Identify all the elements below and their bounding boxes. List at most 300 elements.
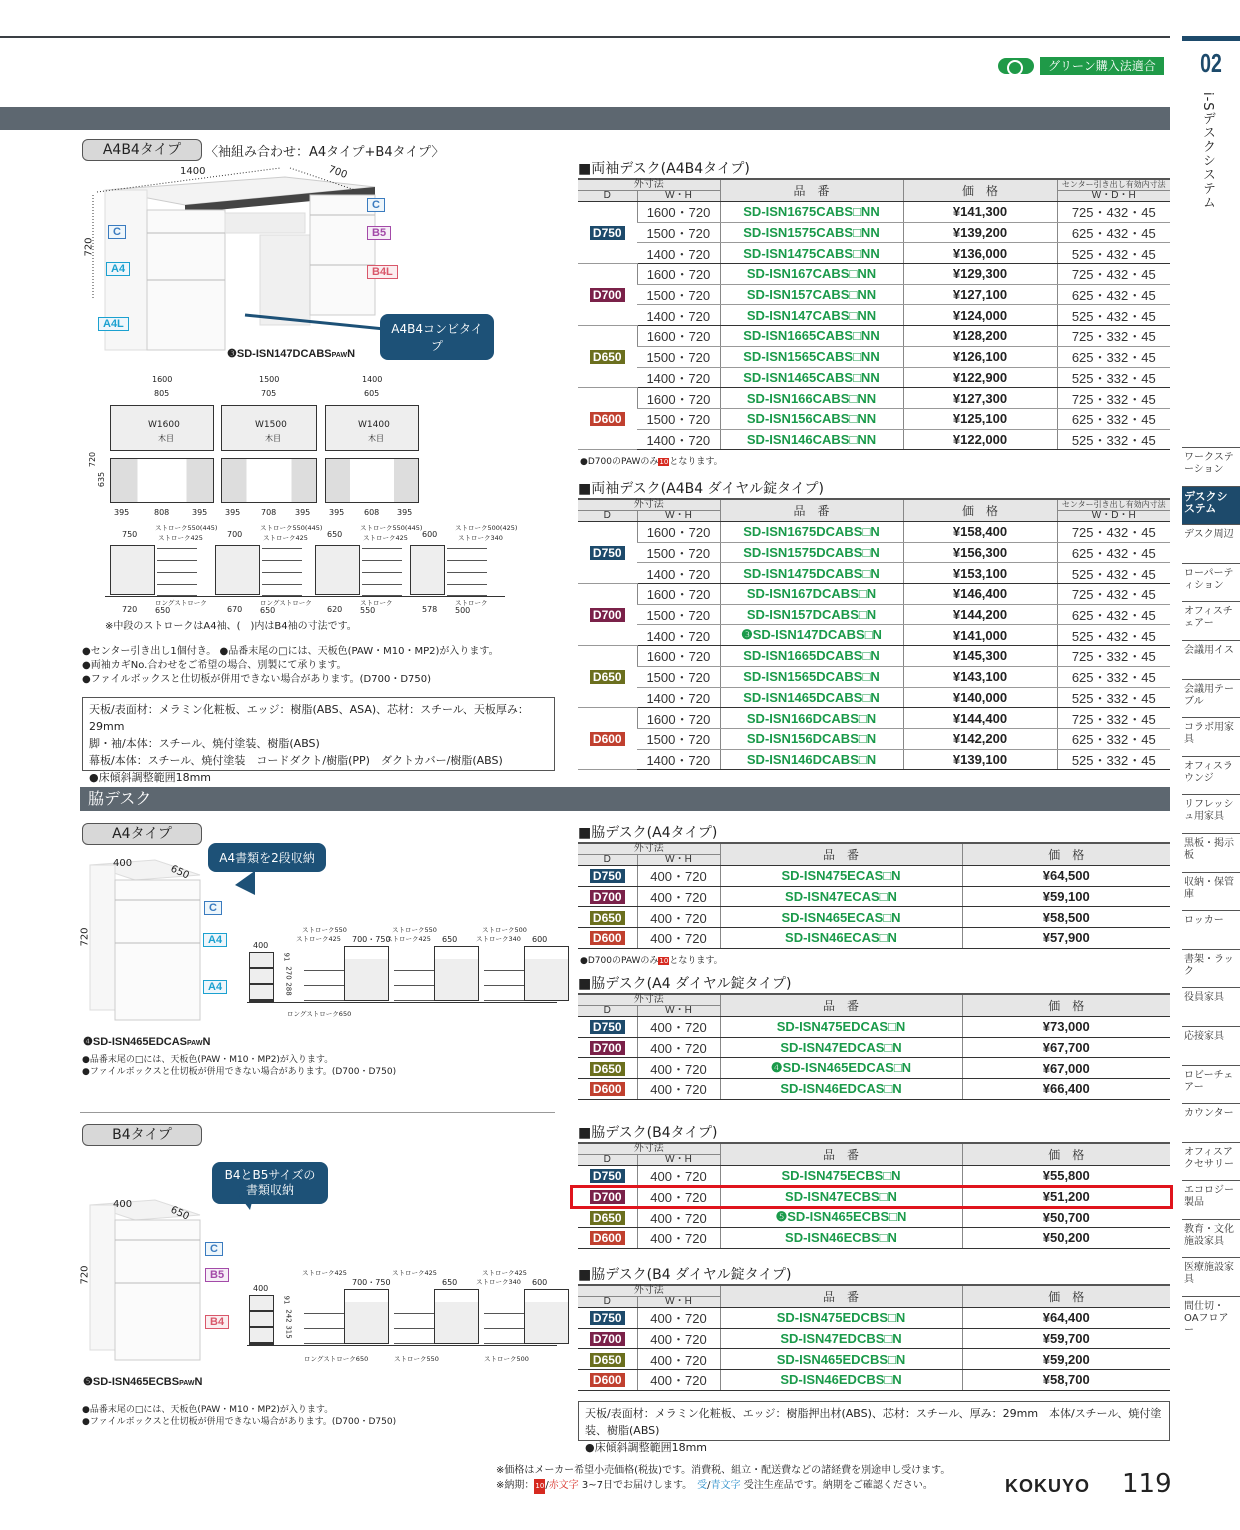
note: ●ファイルボックスと仕切板が併用できない場合があります。(D700・D750) <box>82 674 432 685</box>
price-table <box>578 993 1170 1100</box>
dim-label: 1400 <box>362 375 383 384</box>
product-code[interactable]: SD-ISN1465CABS□NN <box>720 367 903 388</box>
dim-label: 708 <box>261 508 277 517</box>
price-cell: ¥153,100 <box>903 563 1057 584</box>
dim-width: 400 <box>113 1199 133 1210</box>
size-cell: 1400・720 <box>637 429 720 450</box>
table-row <box>578 1228 1170 1249</box>
product-code[interactable]: SD-ISN47EDCAS□N <box>720 1037 962 1058</box>
center-drawer-cell: 525・432・45 <box>1057 305 1170 326</box>
depth-badge: D650 <box>590 670 625 684</box>
depth-badge: D600 <box>590 732 625 746</box>
table-row <box>578 907 1170 928</box>
dim-label: 1500 <box>259 375 280 384</box>
drawer-label: B5 <box>205 1268 229 1282</box>
depth-cell <box>578 1370 637 1391</box>
depth-cell <box>578 646 637 708</box>
price-cell: ¥126,100 <box>903 346 1057 367</box>
dim-height: 720 <box>79 1265 91 1285</box>
size-cell: 400・720 <box>637 1186 720 1207</box>
plan-label: W1600 <box>148 420 180 430</box>
size-cell: 400・720 <box>637 1207 720 1228</box>
elev-height: 635 <box>97 471 107 488</box>
price-table <box>578 178 1170 450</box>
col-d: D <box>578 1297 637 1308</box>
size-cell: 400・720 <box>637 1166 720 1187</box>
col-code: 品 番 <box>720 994 962 1017</box>
product-code[interactable]: SD-ISN166CABS□NN <box>720 388 903 409</box>
depth-cell <box>578 1058 637 1079</box>
sidebar-item[interactable]: 会議用イス <box>1182 640 1240 679</box>
product-code[interactable]: SD-ISN146DCABS□N <box>720 749 903 770</box>
plan-label: W1500 <box>255 420 287 430</box>
size-cell: 1600・720 <box>637 584 720 605</box>
side-view <box>215 545 260 595</box>
table-row <box>578 1349 1170 1370</box>
product-code[interactable]: SD-ISN1665DCABS□N <box>720 646 903 667</box>
table-row <box>578 388 1170 409</box>
product-code[interactable]: SD-ISN475EDCBS□N <box>720 1308 962 1329</box>
dim-width: 1400 <box>180 166 206 177</box>
desk-side-view <box>344 1289 389 1344</box>
drawer-label: B4L <box>367 265 398 279</box>
table-row <box>578 1370 1170 1391</box>
size-cell: 1600・720 <box>637 264 720 285</box>
price-cell: ¥50,200 <box>962 1228 1170 1249</box>
col-price: 価 格 <box>962 1285 1170 1308</box>
elev-height: 720 <box>88 451 98 468</box>
front-elevation <box>110 458 214 503</box>
height-label: 91 <box>282 952 291 962</box>
table-title: ■脇デスク(A4タイプ) <box>578 825 718 841</box>
table-row <box>578 604 1170 625</box>
sidebar-item[interactable]: 医療施設家具 <box>1182 1257 1240 1296</box>
sidebar-item[interactable]: ロビーチェアー <box>1182 1065 1240 1104</box>
desk-side-view <box>344 946 389 1001</box>
sidebar-item[interactable]: ロッカー <box>1182 910 1240 949</box>
table-title: ■脇デスク(A4 ダイヤル錠タイプ) <box>578 976 792 992</box>
col-d: D <box>578 511 637 522</box>
table-row <box>578 522 1170 543</box>
plan-label: W1400 <box>358 420 390 430</box>
product-code[interactable]: SD-ISN1475CABS□NN <box>720 243 903 264</box>
size-cell: 1500・720 <box>637 222 720 243</box>
product-code[interactable]: ❺SD-ISN465ECBS□N <box>720 1207 962 1228</box>
price-cell: ¥136,000 <box>903 243 1057 264</box>
depth-badge: D600 <box>590 931 625 945</box>
product-code[interactable]: SD-ISN1675CABS□NN <box>720 202 903 223</box>
page-number: 119 <box>1122 1469 1172 1499</box>
center-drawer-cell: 625・332・45 <box>1057 728 1170 749</box>
product-code[interactable]: SD-ISN475ECAS□N <box>720 866 962 887</box>
depth-cell <box>578 907 637 928</box>
center-drawer-cell: 625・332・45 <box>1057 346 1170 367</box>
stroke-label: ストローク550(445) <box>260 524 323 532</box>
price-cell: ¥141,300 <box>903 202 1057 223</box>
drawer-stroke <box>484 1299 524 1345</box>
price-cell: ¥67,700 <box>962 1037 1170 1058</box>
product-code[interactable]: ❸SD-ISN147DCABS□N <box>720 625 903 646</box>
sidebar-item[interactable]: オフィスラウンジ <box>1182 756 1240 795</box>
product-code[interactable]: SD-ISN157CABS□NN <box>720 284 903 305</box>
stroke-label: ストローク425 <box>363 534 408 542</box>
drawer-stroke <box>304 956 344 1002</box>
table-row <box>578 408 1170 429</box>
depth-badge: D750 <box>590 226 625 240</box>
product-code[interactable]: SD-ISN157DCABS□N <box>720 604 903 625</box>
dim-label: 600 <box>532 1278 548 1287</box>
depth-cell <box>578 928 637 949</box>
spec-line: 脚・袖/本体：スチール、焼付塗装、樹脂(ABS) <box>89 737 320 750</box>
depth-cell <box>578 1228 637 1249</box>
front-elevation <box>325 458 419 503</box>
product-caption: ❸SD-ISN147DCABSPAWN <box>227 348 356 360</box>
depth-badge: D650 <box>590 350 625 364</box>
drawer-label: B5 <box>367 226 391 240</box>
drawer-label: A4L <box>98 317 129 331</box>
col-wh: W・H <box>637 1006 720 1017</box>
product-code[interactable]: SD-ISN147CABS□NN <box>720 305 903 326</box>
sidebar-item[interactable]: 書架・ラック <box>1182 949 1240 988</box>
b4-notes <box>82 1404 396 1428</box>
depth-badge: D750 <box>590 1311 625 1325</box>
price-table <box>578 1284 1170 1391</box>
sidebar-item[interactable]: 間仕切・OAフロアー <box>1182 1296 1240 1335</box>
sidebar-item[interactable]: デスク周辺 <box>1182 524 1240 563</box>
size-cell: 1600・720 <box>637 708 720 729</box>
height-label: 288 <box>284 982 293 996</box>
size-cell: 400・720 <box>637 1079 720 1100</box>
product-code[interactable]: SD-ISN47ECAS□N <box>720 886 962 907</box>
depth-badge: D700 <box>590 1190 625 1204</box>
depth-badge: D600 <box>590 1373 625 1387</box>
stroke-label: ストローク550 <box>394 1355 439 1363</box>
product-code[interactable]: SD-ISN156DCABS□N <box>720 728 903 749</box>
drawer-stroke <box>394 1299 434 1345</box>
depth-cell <box>578 1349 637 1370</box>
stroke-label: ストローク500 <box>484 1355 529 1363</box>
stroke-label: ストローク425 <box>302 1269 347 1277</box>
stroke-label: ストローク <box>455 599 488 607</box>
price-cell: ¥127,300 <box>903 388 1057 409</box>
price-cell: ¥64,500 <box>962 866 1170 887</box>
product-code[interactable]: SD-ISN46EDCAS□N <box>720 1079 962 1100</box>
stroke-label: ロングストローク <box>260 599 312 607</box>
dim-label: 605 <box>364 389 380 398</box>
center-drawer-cell: 725・432・45 <box>1057 584 1170 605</box>
center-drawer-cell: 625・432・45 <box>1057 284 1170 305</box>
floor-line <box>105 596 505 597</box>
center-drawer-cell: 525・332・45 <box>1057 429 1170 450</box>
sidebar-item[interactable]: 会議用テーブル <box>1182 679 1240 718</box>
product-code[interactable]: SD-ISN166DCABS□N <box>720 708 903 729</box>
header-row <box>578 179 1170 191</box>
col-d: D <box>578 1155 637 1166</box>
desk-side-view <box>524 946 569 1001</box>
height-label: 91 <box>282 1295 291 1305</box>
sidebar-item[interactable]: オフィスアクセサリー <box>1182 1142 1240 1181</box>
stroke-label: ストローク340 <box>458 534 503 542</box>
sidebar-item[interactable]: 応接家具 <box>1182 1026 1240 1065</box>
dim-label: 500 <box>455 606 471 615</box>
price-cell: ¥128,200 <box>903 326 1057 347</box>
product-code[interactable]: SD-ISN46ECBS□N <box>720 1228 962 1249</box>
product-code[interactable]: SD-ISN47EDCBS□N <box>720 1328 962 1349</box>
price-cell: ¥51,200 <box>962 1186 1170 1207</box>
product-code[interactable]: SD-ISN465EDCBS□N <box>720 1349 962 1370</box>
drawer-label: C <box>205 1242 223 1256</box>
side-view <box>315 545 360 595</box>
product-code[interactable]: SD-ISN1575CABS□NN <box>720 222 903 243</box>
dim-label: 700・750 <box>352 935 391 944</box>
size-cell: 400・720 <box>637 1058 720 1079</box>
note: ●ファイルボックスと仕切板が併用できない場合があります。(D700・D750) <box>82 1067 397 1077</box>
depth-cell <box>578 326 637 388</box>
drawer-stroke <box>394 956 434 1002</box>
size-cell: 1400・720 <box>637 749 720 770</box>
a4-callout: A4書類を2段収納 <box>208 843 326 872</box>
sidebar-item[interactable]: 教育・文化施設家具 <box>1182 1219 1240 1258</box>
height-label: 270 <box>284 966 293 980</box>
stroke-label: ストローク550(445) <box>155 524 218 532</box>
side-view <box>410 545 445 595</box>
price-cell: ¥139,200 <box>903 222 1057 243</box>
chapter-bar <box>1182 36 1240 41</box>
stroke-label: ストローク340 <box>476 935 521 943</box>
price-cell: ¥58,500 <box>962 907 1170 928</box>
dim-width: 400 <box>113 858 133 869</box>
stroke-label: ストローク500 <box>482 926 527 934</box>
product-code[interactable]: SD-ISN1465DCABS□N <box>720 687 903 708</box>
drawer-stroke <box>157 548 197 596</box>
col-outer-dims: 外寸法 <box>578 843 720 855</box>
sidebar-item[interactable]: ワークステーション <box>1182 447 1240 486</box>
col-outer-dims: 外寸法 <box>578 499 720 511</box>
center-drawer-cell: 625・332・45 <box>1057 666 1170 687</box>
product-code[interactable]: SD-ISN475EDCAS□N <box>720 1017 962 1038</box>
spec-box-side <box>578 1401 1170 1454</box>
drawer-label: C <box>204 901 222 915</box>
sidebar-item[interactable]: エコロジー製品 <box>1182 1180 1240 1219</box>
product-code[interactable]: SD-ISN1565DCABS□N <box>720 666 903 687</box>
col-d: D <box>578 191 637 202</box>
center-drawer-cell: 525・432・45 <box>1057 625 1170 646</box>
center-drawer-cell: 625・432・45 <box>1057 542 1170 563</box>
product-code[interactable]: SD-ISN465ECAS□N <box>720 907 962 928</box>
size-cell: 1400・720 <box>637 305 720 326</box>
table-row <box>578 1017 1170 1038</box>
footer-line: ※納期：10/赤文字 3~7日でお届けします。 受/青文字 受注生産品です。納期をご確認ください。 <box>496 1478 950 1494</box>
product-code[interactable]: SD-ISN47ECBS□N <box>720 1186 962 1207</box>
dim-height: 720 <box>79 927 91 947</box>
combi-callout: A4B4コンビタイプ <box>380 314 494 360</box>
size-cell: 400・720 <box>637 1037 720 1058</box>
dim-label: 400 <box>253 1284 269 1293</box>
header-row <box>578 843 1170 855</box>
sidebar-item[interactable]: カウンター <box>1182 1103 1240 1142</box>
size-cell: 400・720 <box>637 1349 720 1370</box>
dim-label: 720 <box>122 605 138 614</box>
sidebar-item[interactable]: 黒板・掲示板 <box>1182 833 1240 872</box>
price-cell: ¥156,300 <box>903 542 1057 563</box>
depth-cell <box>578 866 637 887</box>
table-row <box>578 728 1170 749</box>
table-row <box>578 1079 1170 1100</box>
dim-label: 600 <box>532 935 548 944</box>
product-code[interactable]: SD-ISN1665CABS□NN <box>720 326 903 347</box>
center-drawer-cell: 625・432・45 <box>1057 222 1170 243</box>
stroke-label: ストローク550(445) <box>360 524 423 532</box>
dim-label: 700・750 <box>352 1278 391 1287</box>
dim-label: 600 <box>422 530 438 539</box>
side-desk-b4-illustration <box>85 1195 255 1375</box>
product-code[interactable]: SD-ISN46ECAS□N <box>720 928 962 949</box>
table-row <box>578 222 1170 243</box>
callout-line: 書類収納 <box>245 1183 294 1197</box>
col-wh: W・H <box>637 1155 720 1166</box>
depth-badge: D600 <box>590 1082 625 1096</box>
price-cell: ¥144,400 <box>903 708 1057 729</box>
price-cell: ¥59,700 <box>962 1328 1170 1349</box>
depth-cell <box>578 202 637 264</box>
table-title: ■脇デスク(B4 ダイヤル錠タイプ) <box>578 1267 792 1283</box>
product-code[interactable]: SD-ISN1565CABS□NN <box>720 346 903 367</box>
depth-cell <box>578 264 637 326</box>
dim-label: 700 <box>227 530 243 539</box>
product-code[interactable]: SD-ISN1475DCABS□N <box>720 563 903 584</box>
col-price: 価 格 <box>962 994 1170 1017</box>
col-d: D <box>578 855 637 866</box>
product-code[interactable]: SD-ISN1575DCABS□N <box>720 542 903 563</box>
col-price: 価 格 <box>962 1143 1170 1166</box>
col-outer-dims: 外寸法 <box>578 1285 720 1297</box>
depth-badge: D750 <box>590 869 625 883</box>
table-row <box>578 305 1170 326</box>
section1-notes <box>82 645 499 687</box>
price-cell: ¥143,100 <box>903 666 1057 687</box>
price-cell: ¥127,100 <box>903 284 1057 305</box>
side-desk-a4-illustration <box>85 855 255 1035</box>
col-price: 価 格 <box>903 179 1057 202</box>
table-title: ■両袖デスク(A4B4タイプ) <box>578 161 750 177</box>
depth-badge: D750 <box>590 546 625 560</box>
stroke-label: ロングストローク <box>155 599 207 607</box>
price-cell: ¥124,000 <box>903 305 1057 326</box>
size-cell: 1400・720 <box>637 367 720 388</box>
cabinet-front <box>249 1295 274 1345</box>
dim-label: 650 <box>327 530 343 539</box>
size-cell: 400・720 <box>637 866 720 887</box>
note: ●品番末尾の□には、天板色(PAW・M10・MP2)が入ります。 <box>82 1405 334 1415</box>
sidebar-item[interactable]: 収納・保管庫 <box>1182 872 1240 911</box>
dim-label: 650 <box>155 606 171 615</box>
product-code[interactable]: SD-ISN146CABS□NN <box>720 429 903 450</box>
product-code[interactable]: SD-ISN156CABS□NN <box>720 408 903 429</box>
center-drawer-cell: 725・432・45 <box>1057 522 1170 543</box>
spec-line: 天板/表面材：メラミン化粧板、エッジ：樹脂(ABS、ASA)、芯材：スチール、天板厚み：29mm <box>89 703 529 733</box>
stroke-label: ストローク425 <box>158 534 203 542</box>
sidebar-item[interactable]: 役員家具 <box>1182 987 1240 1026</box>
stroke-label: ストローク550 <box>302 926 347 934</box>
sidebar-item[interactable]: デスクシステム <box>1182 486 1240 525</box>
green-label: グリーン購入法適合 <box>1040 57 1164 75</box>
size-cell: 400・720 <box>637 1228 720 1249</box>
sidebar-item[interactable]: コラボ用家具 <box>1182 717 1240 756</box>
table-row <box>578 367 1170 388</box>
product-code[interactable]: SD-ISN475ECBS□N <box>720 1166 962 1187</box>
header-row <box>578 994 1170 1006</box>
center-drawer-cell: 525・332・45 <box>1057 749 1170 770</box>
floor-line <box>247 1002 557 1003</box>
sidebar-item[interactable]: リフレッシュ用家具 <box>1182 794 1240 833</box>
dim-label: 395 <box>114 508 130 517</box>
dim-label: 395 <box>397 508 413 517</box>
table-row <box>578 584 1170 605</box>
depth-cell <box>578 1207 637 1228</box>
product-code[interactable]: SD-ISN167DCABS□N <box>720 584 903 605</box>
dim-label: 705 <box>261 389 277 398</box>
price-cell: ¥142,200 <box>903 728 1057 749</box>
depth-badge: D750 <box>590 1169 625 1183</box>
sidebar-item[interactable]: ローパーティション <box>1182 563 1240 602</box>
product-code[interactable]: SD-ISN46EDCBS□N <box>720 1370 962 1391</box>
sidebar-item[interactable]: オフィスチェアー <box>1182 601 1240 640</box>
drawer-label: C <box>367 198 385 212</box>
price-cell: ¥58,700 <box>962 1370 1170 1391</box>
price-cell: ¥59,200 <box>962 1349 1170 1370</box>
top-rule <box>0 36 1170 38</box>
depth-badge: D650 <box>590 1062 625 1076</box>
price-cell: ¥145,300 <box>903 646 1057 667</box>
depth-badge: D700 <box>590 288 625 302</box>
side-view <box>110 545 155 595</box>
table-note: ●D700のPAWのみ10となります。 <box>580 956 723 966</box>
size-cell: 400・720 <box>637 907 720 928</box>
spec-line: 天板/表面材：メラミン化粧板、エッジ：樹脂押出材(ABS)、芯材：スチール、厚み：29mm 本体/スチール、焼付塗装、樹脂(ABS) <box>585 1407 1162 1437</box>
table-row <box>578 429 1170 450</box>
depth-badge: D650 <box>590 1211 625 1225</box>
size-cell: 1500・720 <box>637 666 720 687</box>
col-wh: W・H <box>637 855 720 866</box>
col-price: 価 格 <box>903 499 1057 522</box>
table-row <box>578 687 1170 708</box>
col-code: 品 番 <box>720 179 903 202</box>
size-cell: 400・720 <box>637 886 720 907</box>
desk-side-view <box>524 1289 569 1344</box>
size-cell: 1500・720 <box>637 408 720 429</box>
product-code[interactable]: SD-ISN167CABS□NN <box>720 264 903 285</box>
col-code: 品 番 <box>720 1285 962 1308</box>
section-band <box>0 107 1170 130</box>
depth-badge: D600 <box>590 412 625 426</box>
type-label-b4: B4タイプ <box>82 1124 202 1146</box>
product-code[interactable]: ❹SD-ISN465EDCAS□N <box>720 1058 962 1079</box>
size-cell: 1600・720 <box>637 522 720 543</box>
floor-line <box>247 1345 557 1346</box>
height-label: 315 <box>284 1325 293 1339</box>
table-row <box>578 866 1170 887</box>
quick-delivery-icon: 10 <box>659 458 669 466</box>
table-row <box>578 264 1170 285</box>
center-drawer-cell: 725・432・45 <box>1057 264 1170 285</box>
quick-delivery-icon: 10 <box>659 957 669 965</box>
table-row <box>578 1308 1170 1329</box>
price-cell: ¥140,000 <box>903 687 1057 708</box>
product-code[interactable]: SD-ISN1675DCABS□N <box>720 522 903 543</box>
depth-badge: D700 <box>590 1332 625 1346</box>
dim-label: 395 <box>192 508 208 517</box>
col-wh: W・H <box>637 1297 720 1308</box>
